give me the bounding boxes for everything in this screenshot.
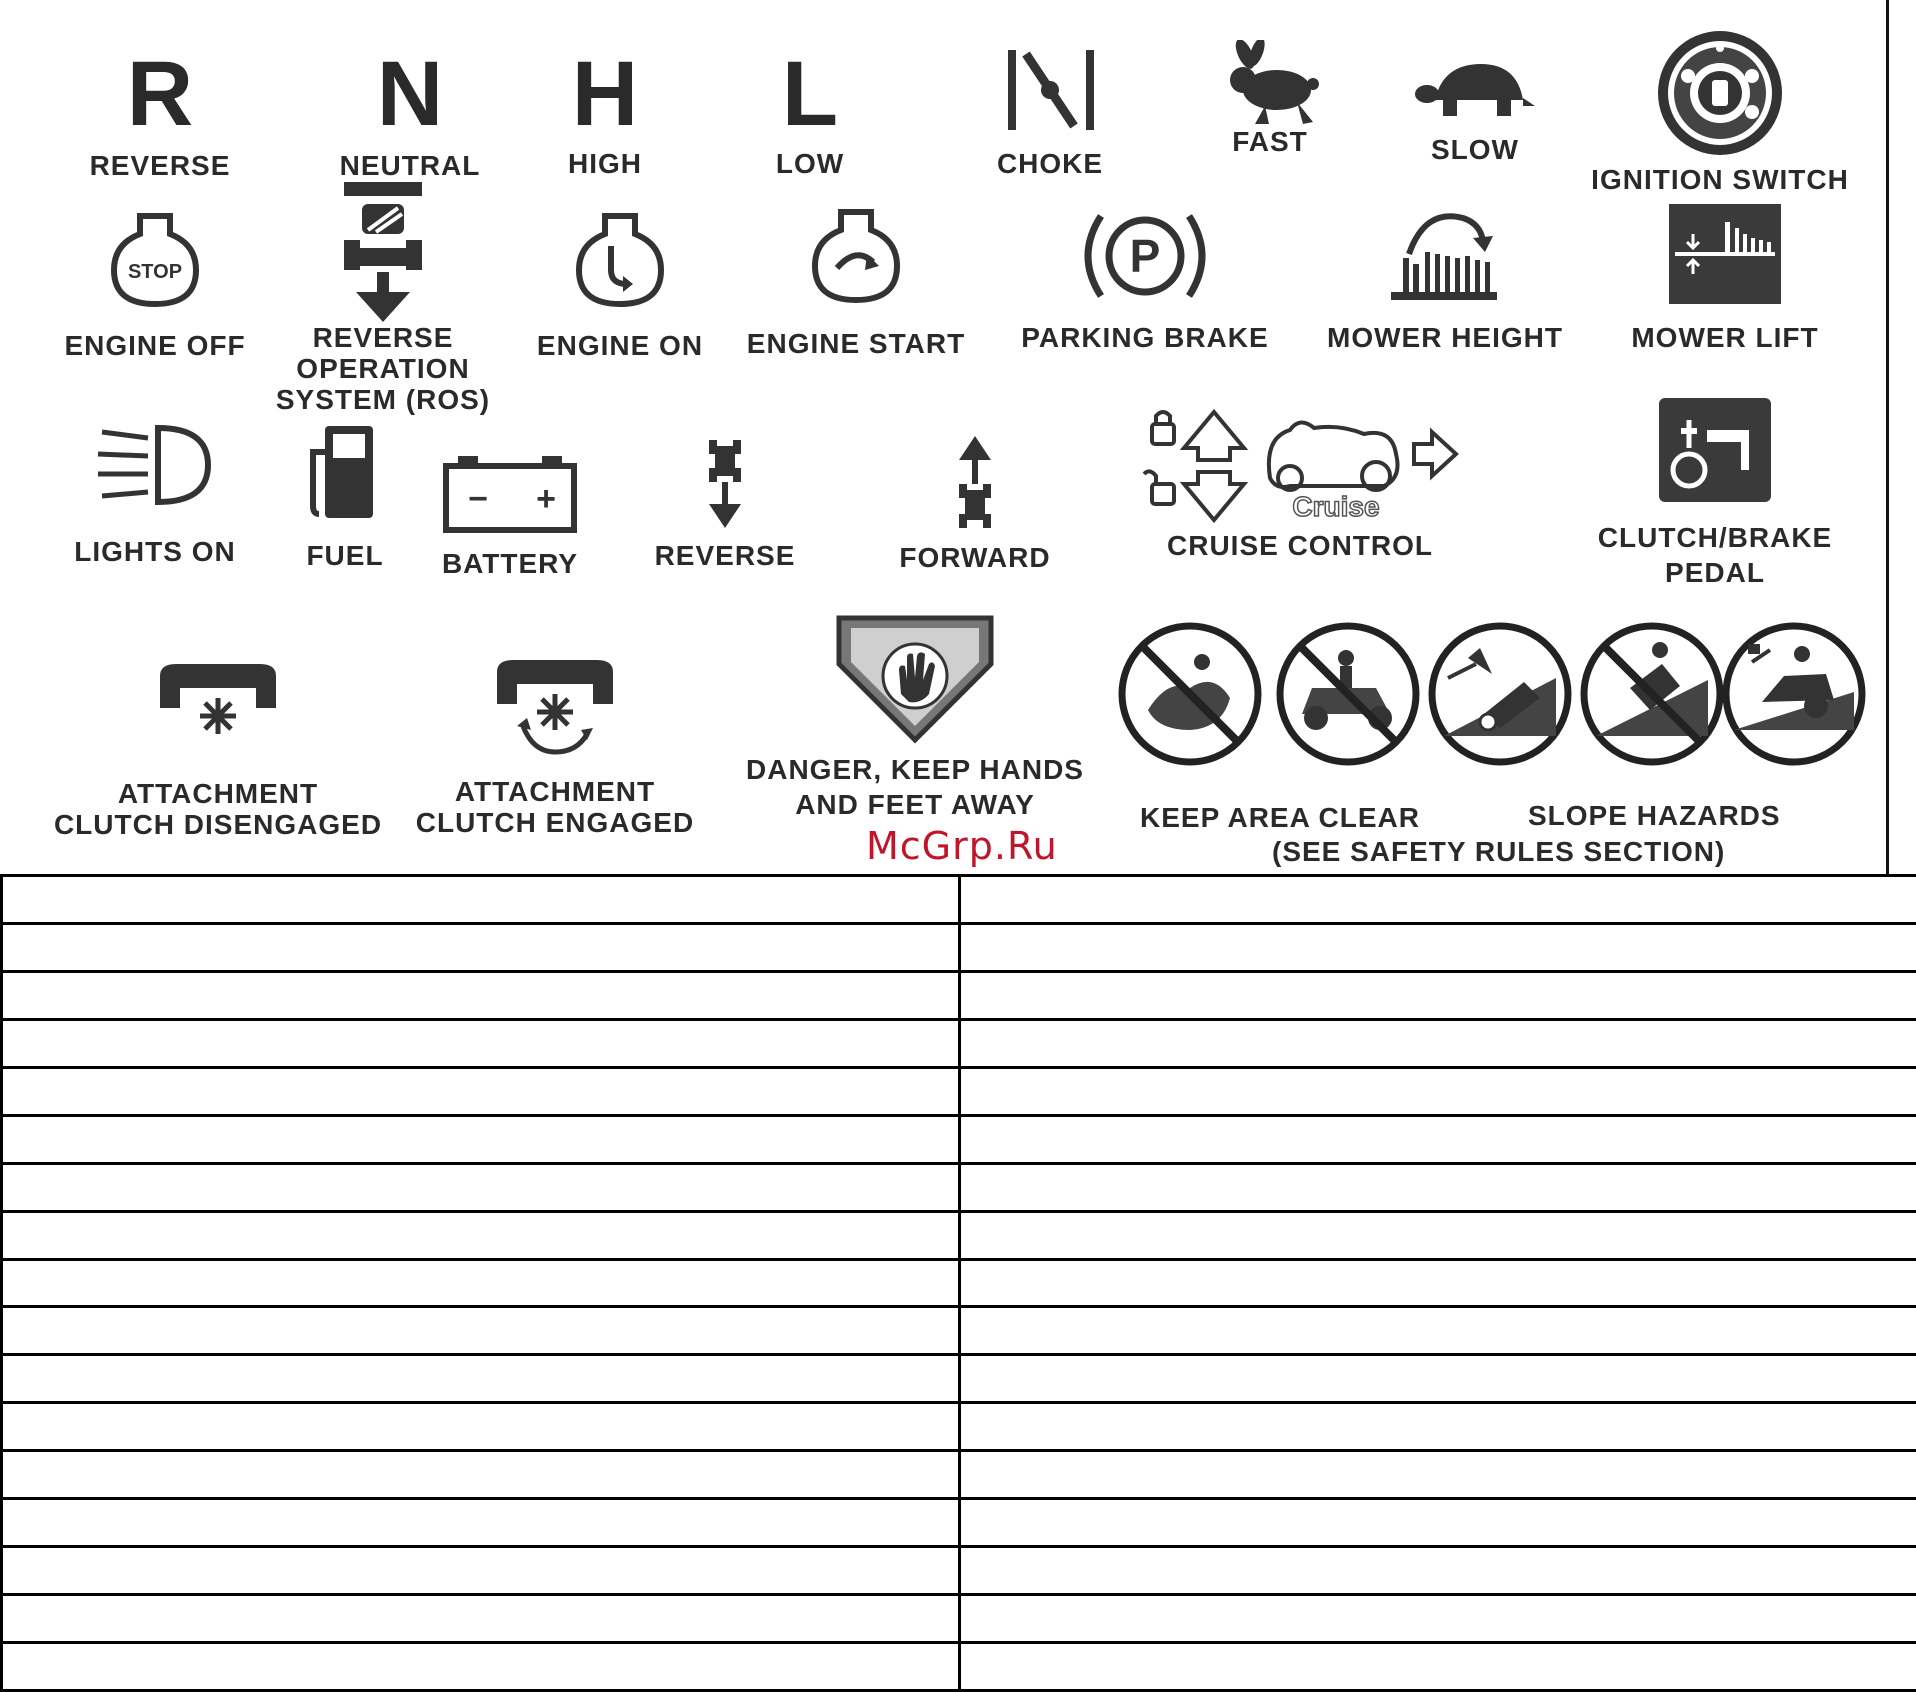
table-cell: [2, 1595, 960, 1643]
table-cell: [960, 876, 1916, 924]
slow-label: SLOW: [1431, 134, 1519, 165]
fuel-pump-icon: [305, 422, 385, 522]
right-border-line: [1886, 0, 1889, 876]
mower-lift-label: MOWER LIFT: [1631, 322, 1819, 353]
table-cell: [2, 1211, 960, 1259]
table-row: [2, 1115, 1916, 1163]
parking-brake-icon: [1081, 206, 1209, 306]
table-cell: [960, 1451, 1916, 1499]
ros-label-line-3: SYSTEM (ROS): [275, 384, 491, 415]
engine-on-icon: [575, 212, 665, 308]
table-cell: [960, 1547, 1916, 1595]
table-cell: [960, 1499, 1916, 1547]
table-row: [2, 1547, 1916, 1595]
symbol-reverse-gear: [80, 43, 240, 181]
attachment-engaged-icon: [493, 656, 617, 758]
table-cell: [2, 1643, 960, 1691]
symbol-choke: [975, 48, 1125, 179]
battery-label: BATTERY: [441, 548, 579, 579]
table-row: [2, 1019, 1916, 1067]
cruise-word: Cruise: [1292, 491, 1380, 522]
table-row: [2, 1595, 1916, 1643]
engine-start-label: ENGINE START: [746, 328, 966, 359]
symbol-mower-height: [1320, 204, 1570, 353]
thrown-objects-icon: [1432, 626, 1568, 762]
turtle-icon: [1413, 54, 1537, 124]
symbol-engine-start: [746, 208, 966, 359]
table-cell: [2, 1547, 960, 1595]
cruise-control-icon: [1140, 408, 1460, 528]
parking-brake-label: PARKING BRAKE: [1021, 322, 1269, 353]
attachment-engaged-line-1: ATTACHMENT: [454, 776, 656, 807]
battery-minus: −: [468, 480, 488, 518]
forward-arrow-icon: [953, 434, 997, 532]
table-row: [2, 1211, 1916, 1259]
reverse-direction-label: REVERSE: [654, 540, 796, 571]
mower-lift-icon: [1669, 204, 1781, 304]
symbol-engine-on: [530, 212, 710, 361]
table-cell: [960, 1163, 1916, 1211]
fast-label: FAST: [1232, 126, 1308, 157]
stop-text: STOP: [127, 261, 183, 283]
table-cell: [960, 1067, 1916, 1115]
table-cell: [2, 1307, 960, 1355]
reverse-arrow-icon: [703, 438, 747, 530]
symbol-low: [745, 43, 875, 179]
table-row: [2, 923, 1916, 971]
cruise-control-label: CRUISE CONTROL: [1167, 530, 1433, 561]
table-cell: [960, 1595, 1916, 1643]
symbol-slow: [1400, 54, 1550, 165]
reverse-operation-icon: [338, 178, 428, 324]
symbol-mower-lift: [1610, 204, 1840, 353]
engine-off-label: ENGINE OFF: [64, 330, 246, 361]
neutral-letter: N: [376, 43, 444, 145]
table-cell: [2, 1451, 960, 1499]
table-cell: [2, 1403, 960, 1451]
symbol-clutch-brake: [1585, 398, 1845, 588]
watermark: McGrp.Ru: [866, 824, 1058, 868]
table-row: [2, 1307, 1916, 1355]
table-cell: [2, 1499, 960, 1547]
reverse-letter: R: [126, 43, 194, 145]
blank-table: [0, 874, 1916, 1692]
slope-hazards-label: SLOPE HAZARDS: [1528, 800, 1781, 831]
symbol-danger-hands-feet: [745, 614, 1085, 820]
table-cell: [2, 1355, 960, 1403]
ignition-switch-icon: [1654, 28, 1786, 158]
danger-hand-icon: [835, 614, 995, 744]
choke-label: CHOKE: [996, 148, 1104, 179]
neutral-label: NEUTRAL: [339, 150, 481, 181]
battery-plus: +: [536, 480, 556, 518]
see-safety-rules-label: (SEE SAFETY RULES SECTION): [1272, 836, 1726, 867]
safety-hazard-pictograms: [1118, 618, 1868, 768]
mower-height-label: MOWER HEIGHT: [1327, 322, 1563, 353]
engine-off-icon: [110, 212, 200, 308]
table-cell: [960, 923, 1916, 971]
symbol-engine-off: [60, 212, 250, 361]
table-row: [2, 971, 1916, 1019]
attachment-disengaged-icon: [156, 660, 280, 742]
table-cell: [960, 1115, 1916, 1163]
danger-label-line-1: DANGER, KEEP HANDS: [746, 754, 1084, 785]
symbol-ros: [268, 178, 498, 415]
symbol-fuel: [290, 422, 400, 571]
table-row: [2, 1499, 1916, 1547]
table-cell: [960, 1307, 1916, 1355]
table-cell: [2, 971, 960, 1019]
attachment-engaged-line-2: CLUTCH ENGAGED: [415, 807, 695, 838]
table-cell: [2, 923, 960, 971]
symbol-attachment-disengaged: [48, 660, 388, 840]
no-children-riding-icon: [1280, 626, 1416, 762]
no-slope-mowing-icon: [1584, 626, 1720, 762]
table-cell: [960, 1403, 1916, 1451]
no-bystanders-icon: [1122, 626, 1258, 762]
symbol-parking-brake: [1015, 206, 1275, 353]
symbol-neutral: [330, 43, 490, 181]
fuel-label: FUEL: [306, 540, 384, 571]
table-cell: [960, 1259, 1916, 1307]
symbol-cruise-control: [1140, 408, 1460, 561]
high-letter: H: [571, 43, 639, 145]
slope-rollover-icon: [1726, 626, 1862, 762]
symbol-ignition-switch: [1580, 28, 1860, 195]
ros-label-line-2: OPERATION: [296, 353, 470, 384]
table-row: [2, 1163, 1916, 1211]
symbol-forward-direction: [880, 434, 1070, 573]
clutch-brake-label-line-2: PEDAL: [1665, 557, 1765, 588]
table-cell: [2, 1163, 960, 1211]
table-cell: [2, 1115, 960, 1163]
attachment-disengaged-line-2: CLUTCH DISENGAGED: [53, 809, 383, 840]
table-row: [2, 1451, 1916, 1499]
table-cell: [960, 1643, 1916, 1691]
engine-start-icon: [811, 208, 901, 304]
symbol-reverse-direction: [640, 438, 810, 571]
table-cell: [2, 1067, 960, 1115]
symbol-battery: [430, 454, 590, 579]
table-cell: [960, 1355, 1916, 1403]
table-row: [2, 1259, 1916, 1307]
choke-icon: [990, 48, 1110, 132]
battery-icon: [442, 454, 578, 534]
low-label: LOW: [775, 148, 845, 179]
headlight-icon: [96, 422, 214, 508]
table-cell: [2, 1019, 960, 1067]
parking-letter: P: [1129, 230, 1161, 282]
ros-label-line-1: REVERSE: [312, 322, 454, 353]
forward-direction-label: FORWARD: [899, 542, 1051, 573]
symbol-attachment-engaged: [410, 656, 700, 838]
high-label: HIGH: [568, 148, 642, 179]
lights-on-label: LIGHTS ON: [74, 536, 236, 567]
table-cell: [960, 1211, 1916, 1259]
reverse-gear-label: REVERSE: [89, 150, 231, 181]
blank-table-body: [2, 876, 1916, 1691]
low-letter: L: [781, 43, 839, 145]
table-cell: [960, 971, 1916, 1019]
table-cell: [2, 876, 960, 924]
symbol-high: [540, 43, 670, 179]
symbol-fast: [1205, 40, 1335, 157]
table-row: [2, 1643, 1916, 1691]
clutch-brake-icon: [1659, 398, 1771, 502]
table-cell: [960, 1019, 1916, 1067]
symbol-lights-on: [70, 422, 240, 567]
table-row: [2, 1355, 1916, 1403]
table-row: [2, 1403, 1916, 1451]
engine-on-label: ENGINE ON: [536, 330, 704, 361]
table-row: [2, 876, 1916, 924]
mower-height-icon: [1385, 204, 1505, 304]
danger-label-line-2: AND FEET AWAY: [795, 789, 1035, 820]
ignition-switch-label: IGNITION SWITCH: [1591, 164, 1849, 195]
attachment-disengaged-line-1: ATTACHMENT: [117, 778, 319, 809]
keep-area-clear-label: KEEP AREA CLEAR: [1140, 802, 1421, 833]
clutch-brake-label-line-1: CLUTCH/BRAKE: [1597, 522, 1833, 553]
table-row: [2, 1067, 1916, 1115]
rabbit-icon: [1215, 40, 1325, 126]
table-cell: [2, 1259, 960, 1307]
